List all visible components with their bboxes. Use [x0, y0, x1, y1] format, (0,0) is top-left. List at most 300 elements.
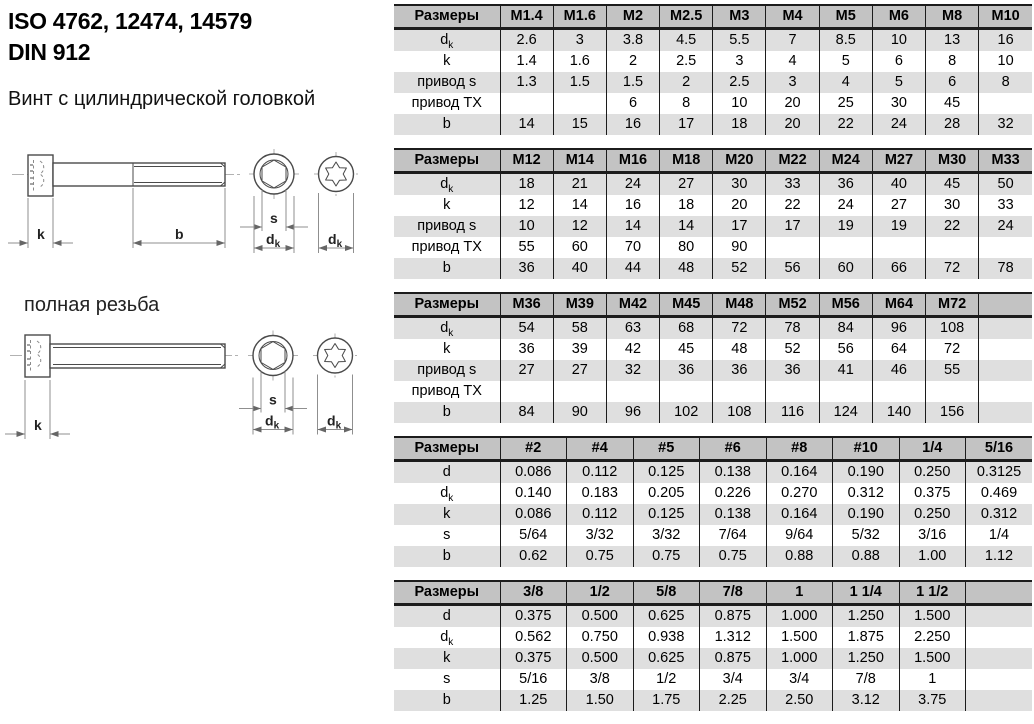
- value-cell: 12: [500, 195, 553, 216]
- value-cell: 3: [713, 51, 766, 72]
- value-cell: 72: [926, 339, 979, 360]
- value-cell: 0.375: [500, 605, 567, 628]
- value-cell: 2.50: [766, 690, 833, 711]
- value-cell: 27: [553, 360, 606, 381]
- value-cell: 15: [553, 114, 606, 135]
- value-cell: 1.00: [899, 546, 966, 567]
- value-cell: 3.12: [833, 690, 900, 711]
- value-cell: [979, 317, 1032, 340]
- value-cell: 13: [926, 29, 979, 52]
- size-column-header: M56: [819, 293, 872, 317]
- value-cell: 1.875: [833, 627, 900, 648]
- size-column-header: 1 1/4: [833, 581, 900, 605]
- value-cell: [766, 237, 819, 258]
- value-cell: 10: [979, 51, 1032, 72]
- row-label: привод TX: [411, 95, 482, 111]
- value-cell: 84: [500, 402, 553, 423]
- value-cell: 0.312: [833, 483, 900, 504]
- value-cell: [713, 381, 766, 402]
- value-cell: 3/32: [567, 525, 634, 546]
- value-cell: 1.250: [833, 648, 900, 669]
- row-label: привод TX: [411, 239, 482, 255]
- value-cell: 9/64: [766, 525, 833, 546]
- thread-length-label: b: [175, 226, 184, 242]
- value-cell: 78: [979, 258, 1032, 279]
- value-cell: 24: [819, 195, 872, 216]
- row-label: k: [443, 650, 451, 666]
- value-cell: 56: [819, 339, 872, 360]
- standards-title: [8, 6, 252, 68]
- value-cell: 68: [660, 317, 713, 340]
- row-label: привод s: [417, 218, 477, 234]
- value-cell: 0.625: [633, 648, 700, 669]
- row-label: d: [442, 464, 451, 480]
- row-label: d: [442, 608, 451, 624]
- value-cell: 22: [819, 114, 872, 135]
- value-cell: 30: [926, 195, 979, 216]
- value-cell: 3.8: [606, 29, 659, 52]
- value-cell: 90: [713, 237, 766, 258]
- size-column-header: M39: [553, 293, 606, 317]
- value-cell: 20: [713, 195, 766, 216]
- end-views: [240, 149, 358, 253]
- value-cell: 116: [766, 402, 819, 423]
- value-cell: 58: [553, 317, 606, 340]
- table-row: [394, 258, 1032, 279]
- value-cell: [966, 690, 1033, 711]
- size-column-header: M33: [979, 149, 1032, 173]
- standards-line-2: DIN 912: [8, 39, 91, 65]
- value-cell: 0.226: [700, 483, 767, 504]
- value-cell: 4.5: [660, 29, 713, 52]
- value-cell: 3/4: [700, 669, 767, 690]
- value-cell: 48: [660, 258, 713, 279]
- value-cell: 20: [766, 114, 819, 135]
- value-cell: 0.875: [700, 605, 767, 628]
- value-cell: 8: [660, 93, 713, 114]
- value-cell: 96: [606, 402, 659, 423]
- row-label: b: [442, 116, 451, 132]
- value-cell: 32: [606, 360, 659, 381]
- value-cell: 45: [660, 339, 713, 360]
- value-cell: 5: [819, 51, 872, 72]
- size-column-header: M27: [872, 149, 925, 173]
- table-row: [394, 173, 1032, 196]
- value-cell: 0.250: [899, 504, 966, 525]
- table-row: [394, 72, 1032, 93]
- row-label: $d_k$: [440, 485, 454, 504]
- value-cell: 17: [766, 216, 819, 237]
- value-cell: 0.500: [567, 605, 634, 628]
- value-cell: 0.469: [966, 483, 1033, 504]
- value-cell: 5/64: [500, 525, 567, 546]
- row-label: привод TX: [411, 383, 482, 399]
- value-cell: 24: [979, 216, 1032, 237]
- value-cell: 1.250: [833, 605, 900, 628]
- value-cell: 60: [819, 258, 872, 279]
- value-cell: 56: [766, 258, 819, 279]
- table-header-row: [394, 5, 1032, 29]
- size-column-header: 1: [766, 581, 833, 605]
- table-row: [394, 690, 1032, 711]
- row-label: $d_k$: [440, 176, 454, 195]
- value-cell: 1.75: [633, 690, 700, 711]
- product-name: Винт с цилиндрической головкой: [8, 88, 316, 110]
- size-column-header: 7/8: [700, 581, 767, 605]
- value-cell: [979, 339, 1032, 360]
- value-cell: 16: [606, 114, 659, 135]
- row-label: b: [442, 692, 451, 708]
- value-cell: 48: [713, 339, 766, 360]
- value-cell: [979, 93, 1032, 114]
- table-header-row: [394, 581, 1032, 605]
- value-cell: 0.625: [633, 605, 700, 628]
- head-height-dimension: [5, 380, 70, 439]
- row-label: привод s: [417, 362, 477, 378]
- value-cell: 25: [819, 93, 872, 114]
- size-column-header: M64: [872, 293, 925, 317]
- value-cell: 0.112: [567, 504, 634, 525]
- row-label: $d_k$: [440, 629, 454, 648]
- value-cell: 1.312: [700, 627, 767, 648]
- size-column-header: M45: [660, 293, 713, 317]
- value-cell: 32: [979, 114, 1032, 135]
- side-view-partial-thread: [12, 155, 240, 196]
- value-cell: [872, 237, 925, 258]
- row-label: k: [443, 341, 451, 357]
- value-cell: 40: [553, 258, 606, 279]
- size-column-header: 1 1/2: [899, 581, 966, 605]
- row-label: $d_k$: [440, 320, 454, 339]
- value-cell: 28: [926, 114, 979, 135]
- value-cell: 33: [979, 195, 1032, 216]
- value-cell: 72: [713, 317, 766, 340]
- head-diameter-label-torx: $d_k$: [328, 231, 343, 250]
- table-row: [394, 627, 1032, 648]
- value-cell: 3: [553, 29, 606, 52]
- value-cell: 63: [606, 317, 659, 340]
- size-column-header: M42: [606, 293, 659, 317]
- value-cell: 17: [713, 216, 766, 237]
- value-cell: [872, 381, 925, 402]
- row-label: привод s: [417, 74, 477, 90]
- row-label: k: [443, 53, 451, 69]
- value-cell: [606, 381, 659, 402]
- value-cell: 90: [553, 402, 606, 423]
- value-cell: 45: [926, 173, 979, 196]
- row-label: $d_k$: [440, 32, 454, 51]
- size-column-header: M8: [926, 5, 979, 29]
- value-cell: 33: [766, 173, 819, 196]
- value-cell: 0.875: [700, 648, 767, 669]
- size-column-header: M12: [500, 149, 553, 173]
- sizes-header: Размеры: [394, 293, 500, 317]
- value-cell: 0.375: [899, 483, 966, 504]
- value-cell: 1.4: [500, 51, 553, 72]
- size-column-header: M22: [766, 149, 819, 173]
- sizes-header: Размеры: [394, 5, 500, 29]
- value-cell: 0.938: [633, 627, 700, 648]
- table-row: [394, 461, 1032, 484]
- table-row: [394, 669, 1032, 690]
- value-cell: 10: [713, 93, 766, 114]
- value-cell: 0.250: [899, 461, 966, 484]
- value-cell: 1.000: [766, 605, 833, 628]
- value-cell: 42: [606, 339, 659, 360]
- value-cell: 27: [660, 173, 713, 196]
- value-cell: 5.5: [713, 29, 766, 52]
- value-cell: 5/16: [500, 669, 567, 690]
- value-cell: 0.88: [833, 546, 900, 567]
- size-column-header: M6: [872, 5, 925, 29]
- value-cell: 21: [553, 173, 606, 196]
- value-cell: 0.164: [766, 504, 833, 525]
- value-cell: 5/32: [833, 525, 900, 546]
- value-cell: 0.270: [766, 483, 833, 504]
- value-cell: 19: [872, 216, 925, 237]
- value-cell: 10: [872, 29, 925, 52]
- value-cell: 8: [926, 51, 979, 72]
- value-cell: 108: [926, 317, 979, 340]
- value-cell: 22: [926, 216, 979, 237]
- value-cell: 96: [872, 317, 925, 340]
- value-cell: 4: [766, 51, 819, 72]
- table-row: [394, 237, 1032, 258]
- value-cell: 1.25: [500, 690, 567, 711]
- head-diameter-label-hex: $d_k$: [266, 231, 281, 250]
- value-cell: 24: [872, 114, 925, 135]
- head-diameter-dimension-torx: [319, 193, 354, 253]
- value-cell: 0.562: [500, 627, 567, 648]
- tables-area: [394, 4, 1034, 724]
- table-row: [394, 381, 1032, 402]
- value-cell: [553, 93, 606, 114]
- size-column-header: #4: [567, 437, 634, 461]
- size-column-header: #5: [633, 437, 700, 461]
- value-cell: [819, 381, 872, 402]
- table-row: [394, 114, 1032, 135]
- value-cell: [926, 381, 979, 402]
- value-cell: [553, 381, 606, 402]
- screw-drawing-partial-thread: [0, 140, 392, 262]
- size-column-header: [966, 581, 1033, 605]
- value-cell: 0.3125: [966, 461, 1033, 484]
- value-cell: 0.164: [766, 461, 833, 484]
- table-row: [394, 360, 1032, 381]
- torx-socket-end-view: [314, 152, 358, 196]
- size-column-header: 1/2: [567, 581, 634, 605]
- hex-socket-end-view: [249, 149, 299, 199]
- value-cell: 1.500: [899, 605, 966, 628]
- value-cell: [979, 402, 1032, 423]
- side-view-full-thread: [10, 335, 240, 377]
- row-label: s: [443, 527, 451, 543]
- value-cell: 36: [819, 173, 872, 196]
- size-column-header: #8: [766, 437, 833, 461]
- row-label: k: [443, 197, 451, 213]
- size-column-header: M18: [660, 149, 713, 173]
- value-cell: [966, 627, 1033, 648]
- value-cell: 140: [872, 402, 925, 423]
- table-header-row: [394, 437, 1032, 461]
- row-label: b: [442, 404, 451, 420]
- head-height-label: k: [37, 226, 45, 242]
- value-cell: 55: [926, 360, 979, 381]
- size-column-header: M1.6: [553, 5, 606, 29]
- value-cell: 18: [713, 114, 766, 135]
- value-cell: 30: [713, 173, 766, 196]
- size-column-header: M3: [713, 5, 766, 29]
- value-cell: 0.086: [500, 461, 567, 484]
- value-cell: 39: [553, 339, 606, 360]
- size-column-header: M36: [500, 293, 553, 317]
- size-column-header: 5/16: [966, 437, 1033, 461]
- value-cell: 78: [766, 317, 819, 340]
- value-cell: [660, 381, 713, 402]
- size-column-header: M2: [606, 5, 659, 29]
- value-cell: 41: [819, 360, 872, 381]
- value-cell: 20: [766, 93, 819, 114]
- value-cell: 0.62: [500, 546, 567, 567]
- value-cell: 0.375: [500, 648, 567, 669]
- value-cell: 2: [660, 72, 713, 93]
- value-cell: 0.183: [567, 483, 634, 504]
- value-cell: 0.086: [500, 504, 567, 525]
- size-column-header: 5/8: [633, 581, 700, 605]
- size-column-header: M16: [606, 149, 659, 173]
- value-cell: 80: [660, 237, 713, 258]
- value-cell: 46: [872, 360, 925, 381]
- table-row: [394, 525, 1032, 546]
- size-column-header: M4: [766, 5, 819, 29]
- value-cell: 1.6: [553, 51, 606, 72]
- value-cell: [966, 669, 1033, 690]
- table-row: [394, 29, 1032, 52]
- value-cell: 12: [553, 216, 606, 237]
- value-cell: 7/8: [833, 669, 900, 690]
- value-cell: 2.250: [899, 627, 966, 648]
- head-height-label: k: [34, 417, 42, 433]
- value-cell: 16: [606, 195, 659, 216]
- value-cell: 14: [500, 114, 553, 135]
- size-column-header: M52: [766, 293, 819, 317]
- value-cell: 2: [606, 51, 659, 72]
- value-cell: 19: [819, 216, 872, 237]
- value-cell: 2.25: [700, 690, 767, 711]
- value-cell: 1.500: [766, 627, 833, 648]
- dimension-table-4: [394, 436, 1032, 567]
- value-cell: 0.500: [567, 648, 634, 669]
- size-column-header: 3/8: [500, 581, 567, 605]
- value-cell: 16: [979, 29, 1032, 52]
- table-row: [394, 605, 1032, 628]
- value-cell: 0.125: [633, 504, 700, 525]
- value-cell: 3.75: [899, 690, 966, 711]
- sizes-header: Размеры: [394, 149, 500, 173]
- value-cell: 55: [500, 237, 553, 258]
- value-cell: 6: [926, 72, 979, 93]
- value-cell: 3/8: [567, 669, 634, 690]
- value-cell: 0.190: [833, 504, 900, 525]
- size-column-header: M24: [819, 149, 872, 173]
- value-cell: [819, 237, 872, 258]
- row-label: b: [442, 260, 451, 276]
- value-cell: 3/16: [899, 525, 966, 546]
- value-cell: 108: [713, 402, 766, 423]
- value-cell: 1.000: [766, 648, 833, 669]
- value-cell: 52: [766, 339, 819, 360]
- value-cell: 10: [500, 216, 553, 237]
- value-cell: 4: [819, 72, 872, 93]
- value-cell: [979, 381, 1032, 402]
- value-cell: 45: [926, 93, 979, 114]
- size-column-header: M20: [713, 149, 766, 173]
- value-cell: 1: [899, 669, 966, 690]
- value-cell: 0.112: [567, 461, 634, 484]
- table-row: [394, 51, 1032, 72]
- size-column-header: M14: [553, 149, 606, 173]
- value-cell: 1.12: [966, 546, 1033, 567]
- value-cell: 14: [606, 216, 659, 237]
- value-cell: 52: [713, 258, 766, 279]
- table-row: [394, 546, 1032, 567]
- table-header-row: [394, 293, 1032, 317]
- value-cell: 27: [872, 195, 925, 216]
- table-row: [394, 483, 1032, 504]
- size-column-header: M5: [819, 5, 872, 29]
- table-row: [394, 317, 1032, 340]
- value-cell: 54: [500, 317, 553, 340]
- value-cell: [500, 381, 553, 402]
- value-cell: 0.138: [700, 461, 767, 484]
- value-cell: 3/4: [766, 669, 833, 690]
- sizes-header: Размеры: [394, 581, 500, 605]
- table-row: [394, 93, 1032, 114]
- dimension-table-3: [394, 292, 1032, 423]
- value-cell: 1.500: [899, 648, 966, 669]
- screw-drawing-full-thread: [0, 322, 392, 447]
- table-row: [394, 195, 1032, 216]
- thread-length-dimension: [133, 188, 225, 248]
- table-row: [394, 339, 1032, 360]
- size-column-header: [979, 293, 1032, 317]
- size-column-header: M30: [926, 149, 979, 173]
- sizes-header: Размеры: [394, 437, 500, 461]
- value-cell: 2.6: [500, 29, 553, 52]
- table-row: [394, 504, 1032, 525]
- value-cell: 1/2: [633, 669, 700, 690]
- table-header-row: [394, 149, 1032, 173]
- row-label: k: [443, 506, 451, 522]
- value-cell: 7: [766, 29, 819, 52]
- row-label: b: [442, 548, 451, 564]
- value-cell: 18: [500, 173, 553, 196]
- value-cell: 156: [926, 402, 979, 423]
- size-column-header: M2.5: [660, 5, 713, 29]
- value-cell: [500, 93, 553, 114]
- value-cell: 36: [500, 339, 553, 360]
- value-cell: 22: [766, 195, 819, 216]
- value-cell: [966, 605, 1033, 628]
- value-cell: 0.125: [633, 461, 700, 484]
- table-row: [394, 648, 1032, 669]
- row-label: s: [443, 671, 451, 687]
- value-cell: 14: [553, 195, 606, 216]
- value-cell: [766, 381, 819, 402]
- dimension-table-5: [394, 580, 1032, 711]
- value-cell: 3: [766, 72, 819, 93]
- value-cell: 18: [660, 195, 713, 216]
